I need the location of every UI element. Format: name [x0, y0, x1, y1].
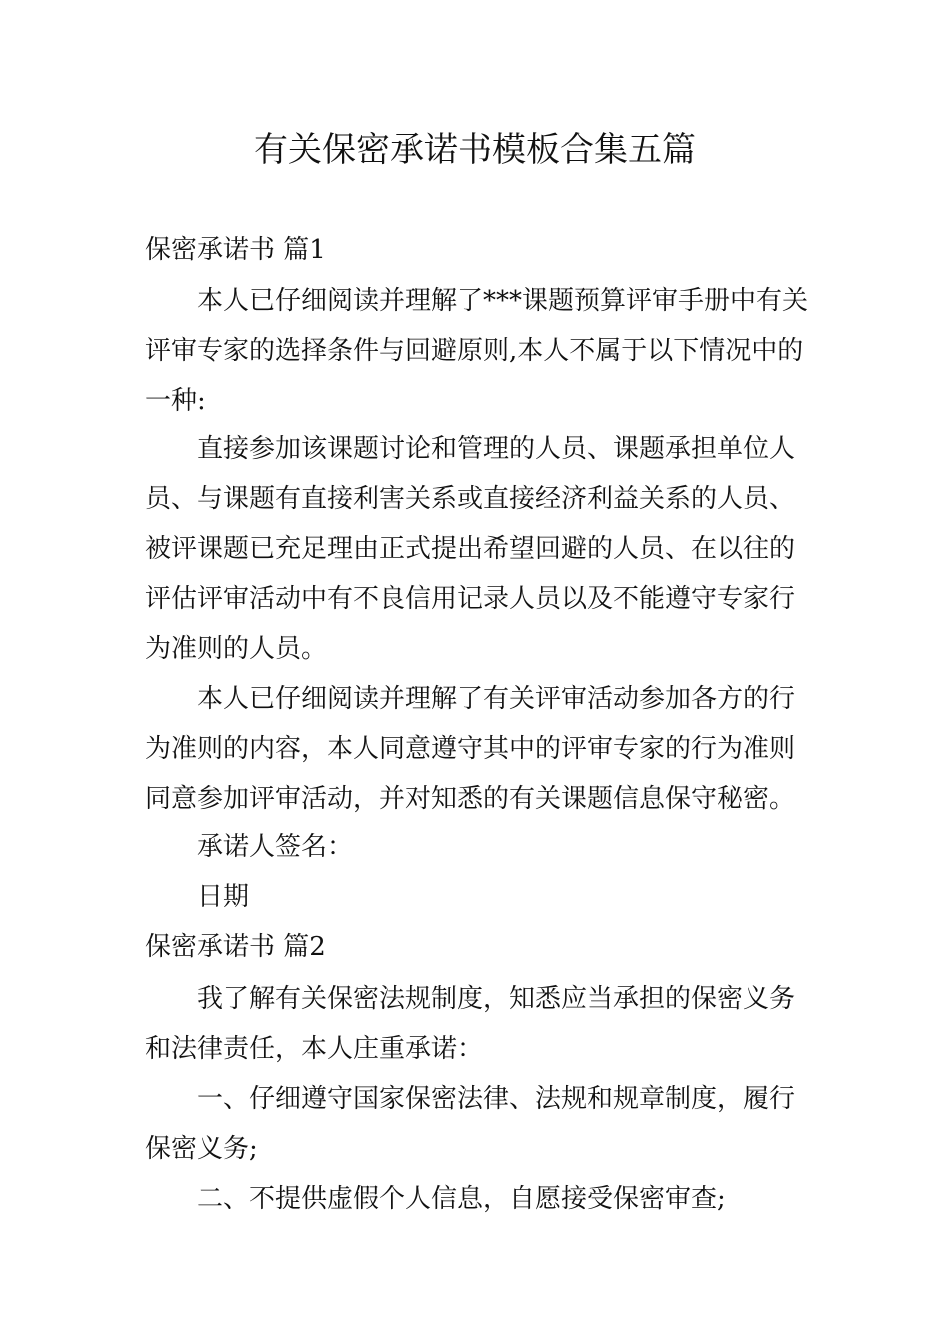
paragraph-line: 为准则的内容，本人同意遵守其中的评审专家的行为准则: [145, 734, 796, 764]
list-item-line: 一、仔细遵守国家保密法律、法规和规章制度，履行: [197, 1084, 796, 1114]
paragraph-line: 同意参加评审活动，并对知悉的有关课题信息保守秘密。: [145, 784, 796, 814]
paragraph-line: 被评课题已充足理由正式提出希望回避的人员、在以往的: [145, 534, 796, 564]
paragraph-line: 直接参加该课题讨论和管理的人员、课题承担单位人: [197, 434, 796, 464]
document-title: 有关保密承诺书模板合集五篇: [254, 130, 696, 170]
section-heading-1: 保密承诺书 篇1: [145, 235, 326, 265]
paragraph-line: 评审专家的选择条件与回避原则,本人不属于以下情况中的: [145, 336, 804, 366]
date-label: 日期: [197, 882, 250, 912]
paragraph-line: 本人已仔细阅读并理解了有关评审活动参加各方的行: [197, 684, 796, 714]
paragraph-line: 评估评审活动中有不良信用记录人员以及不能遵守专家行: [145, 584, 796, 614]
paragraph-line: 和法律责任，本人庄重承诺：: [145, 1034, 484, 1064]
signature-label: 承诺人签名：: [197, 832, 354, 862]
list-item-line: 二、不提供虚假个人信息，自愿接受保密审查;: [197, 1184, 726, 1214]
paragraph-line: 一种:: [145, 386, 206, 416]
paragraph-line: 为准则的人员。: [145, 634, 328, 664]
paragraph-line: 本人已仔细阅读并理解了***课题预算评审手册中有关: [197, 286, 809, 316]
paragraph-line: 我了解有关保密法规制度，知悉应当承担的保密义务: [197, 984, 796, 1014]
list-item-line: 保密义务;: [145, 1134, 258, 1164]
paragraph-line: 员、与课题有直接利害关系或直接经济利益关系的人员、: [145, 484, 796, 514]
section-heading-2: 保密承诺书 篇2: [145, 932, 326, 962]
